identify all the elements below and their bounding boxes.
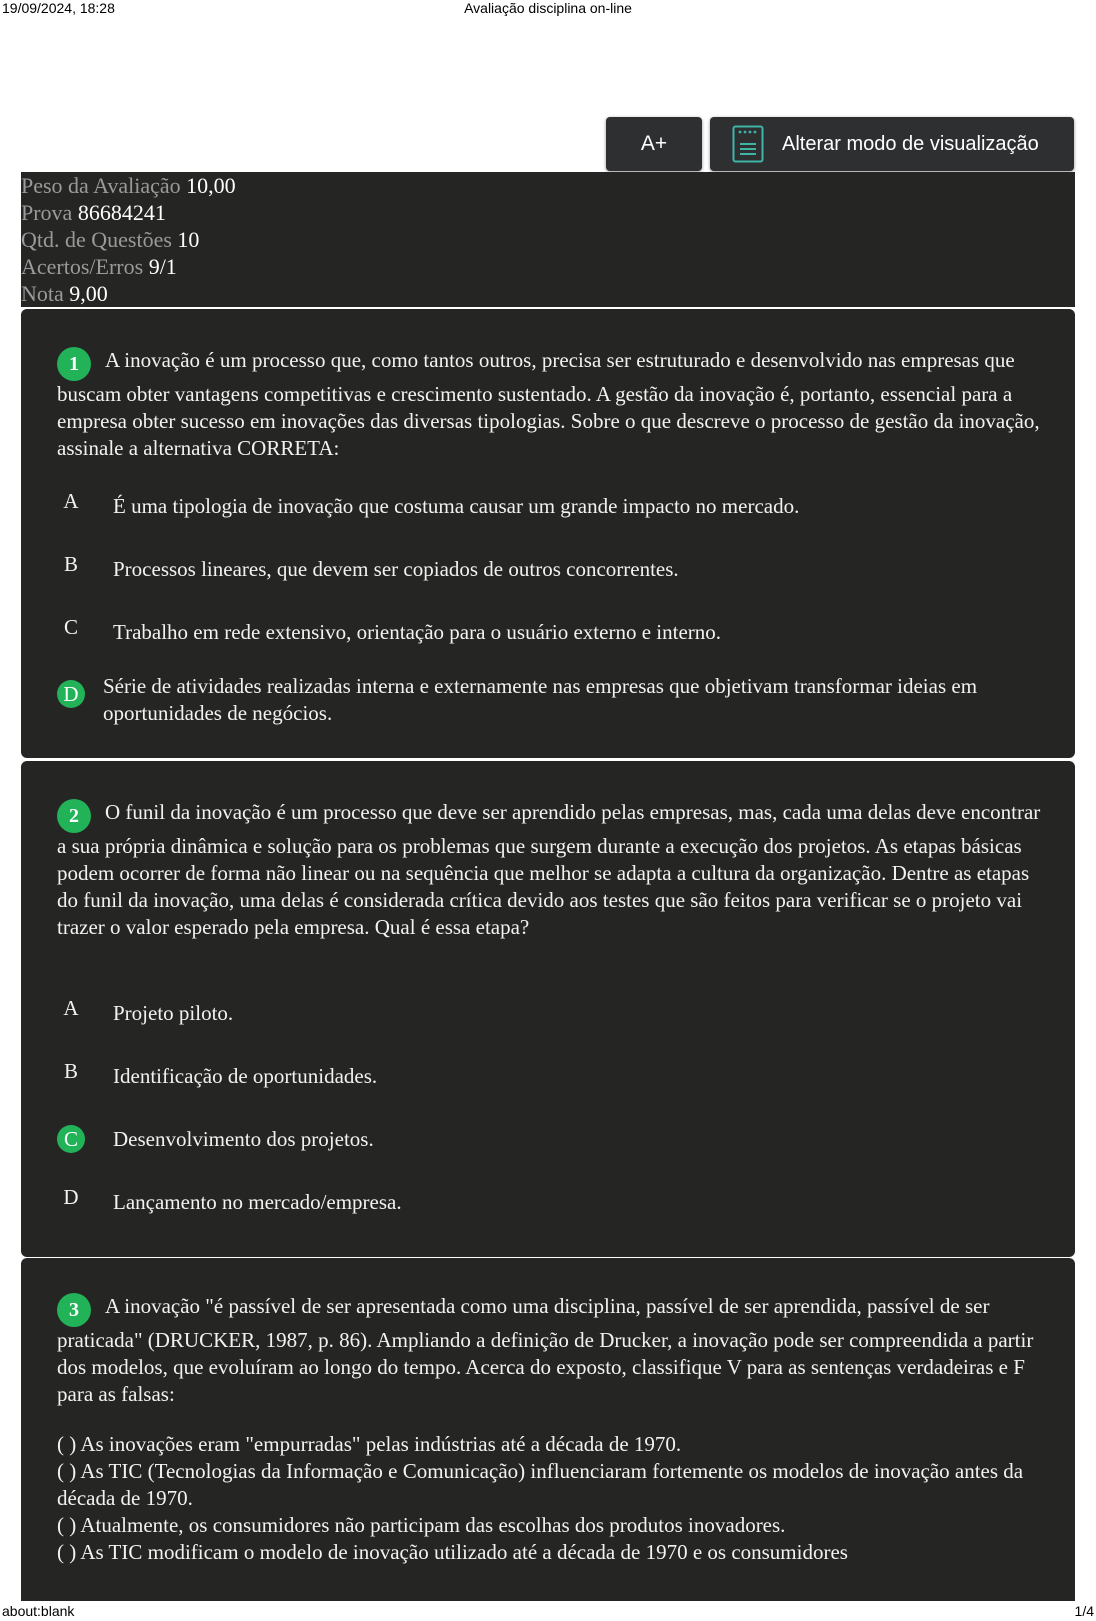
question-number-badge: 3 (57, 1293, 91, 1327)
option-letter: C (63, 615, 78, 639)
change-view-mode-label: Alterar modo de visualização (782, 132, 1039, 155)
print-page-number: 1/4 (1074, 1603, 1094, 1619)
question-number-badge: 1 (57, 347, 91, 381)
question-card-1 (21, 309, 1075, 758)
option-letter-correct: C (57, 1125, 85, 1153)
option-text: Série de atividades realizadas interna e externamente nas empresas que objetivam transformar ideias em oportunidades de negócios. (103, 674, 978, 725)
question-statement: A inovação "é passível de ser apresentada como uma disciplina, passível de ser aprendida, passível de ser praticada" (DRUCKER, 1987, p. 86). Ampliando a definição de Drucker, a inovação pode ser compreendida a partir dos modelos, que evoluíram ao longo do tempo. Acerca do exposto, classifique V para as sentenças verdadeiras e F para as falsas: (57, 1294, 1034, 1406)
print-url: about:blank (2, 1603, 75, 1619)
font-size-button[interactable] (606, 117, 702, 171)
option-text: É uma tipologia de inovação que costuma causar um grande impacto no mercado. (113, 494, 800, 518)
option-letter: B (63, 552, 78, 576)
option-text: Trabalho em rede extensivo, orientação para o usuário externo e interno. (113, 620, 722, 644)
print-header (0, 0, 1096, 20)
statement-item: ( ) As inovações eram "empurradas" pelas indústrias até a década de 1970. (57, 1432, 682, 1456)
statement-item: ( ) As TIC modificam o modelo de inovação utilizado até a década de 1970 e os consumidores (57, 1540, 848, 1564)
document-view-icon (732, 125, 764, 163)
option-text: Projeto piloto. (113, 1001, 234, 1025)
option-letter: A (63, 996, 79, 1020)
question-statement: O funil da inovação é um processo que deve ser aprendido pelas empresas, mas, cada uma delas deve encontrar a sua própria dinâmica e solução para os problemas que surgem durante a execução dos projetos. As etapas básicas podem ocorrer de forma não linear ou na sequência que melhor se adapta a cultura da organização. Dentre as etapas do funil da inovação, uma delas é considerada crítica devido aos testes que são feitos para verificar se o projeto vai trazer o valor esperado pela empresa. Qual é essa etapa? (57, 800, 1041, 939)
info-qtd-value: 10 (177, 227, 200, 252)
info-nota (21, 280, 1075, 307)
question-text (57, 799, 1043, 941)
info-nota-label: Nota (21, 281, 64, 306)
option-text: Desenvolvimento dos projetos. (113, 1127, 374, 1151)
question-text (57, 347, 1043, 462)
question-text (57, 1293, 1043, 1408)
option-text: Lançamento no mercado/empresa. (113, 1190, 402, 1214)
question-card-2 (21, 761, 1075, 1257)
print-footer (0, 1601, 1096, 1621)
option-letter: A (63, 489, 79, 513)
statement-list (57, 1431, 1043, 1566)
exam-info-panel (21, 172, 1075, 307)
question-number-badge: 2 (57, 799, 91, 833)
info-prova (21, 199, 1075, 226)
info-qtd-label: Qtd. de Questões (21, 227, 172, 252)
question-statement: A inovação é um processo que, como tantos outros, precisa ser estruturado e desenvolvido nas empresas que buscam obter vantagens competitivas e crescimento sustentado. A gestão da inovação é, portanto, essencial para a empresa obter sucesso em inovações das diversas tipologias. Sobre o que descreve o processo de gestão da inovação, assinale a alternativa CORRETA: (57, 348, 1040, 460)
statement-item: ( ) As TIC (Tecnologias da Informação e Comunicação) influenciaram fortemente os modelos de inovação antes da década de 1970. (57, 1459, 1024, 1510)
info-nota-value: 9,00 (69, 281, 108, 306)
statement-item: ( ) Atualmente, os consumidores não participam das escolhas dos produtos inovadores. (57, 1513, 786, 1537)
info-prova-value: 86684241 (77, 200, 166, 225)
option-letter: B (63, 1059, 78, 1083)
print-date: 19/09/2024, 18:28 (2, 0, 115, 16)
question-card-3 (21, 1258, 1075, 1601)
info-prova-label: Prova (21, 200, 73, 225)
option-letter: D (63, 1185, 79, 1209)
info-acertos (21, 253, 1075, 280)
option-letter-correct: D (57, 680, 85, 708)
info-acertos-value: 9/1 (148, 254, 177, 279)
info-acertos-label: Acertos/Erros (21, 254, 144, 279)
info-peso-label: Peso da Avaliação (21, 173, 181, 198)
print-title: Avaliação disciplina on-line (464, 0, 632, 16)
info-qtd (21, 226, 1075, 253)
change-view-mode-button[interactable] (710, 117, 1074, 171)
info-peso (21, 172, 1075, 199)
option-text: Processos lineares, que devem ser copiados de outros concorrentes. (113, 557, 679, 581)
option-text: Identificação de oportunidades. (113, 1064, 378, 1088)
font-size-label: A+ (640, 132, 668, 155)
info-peso-value: 10,00 (186, 173, 236, 198)
